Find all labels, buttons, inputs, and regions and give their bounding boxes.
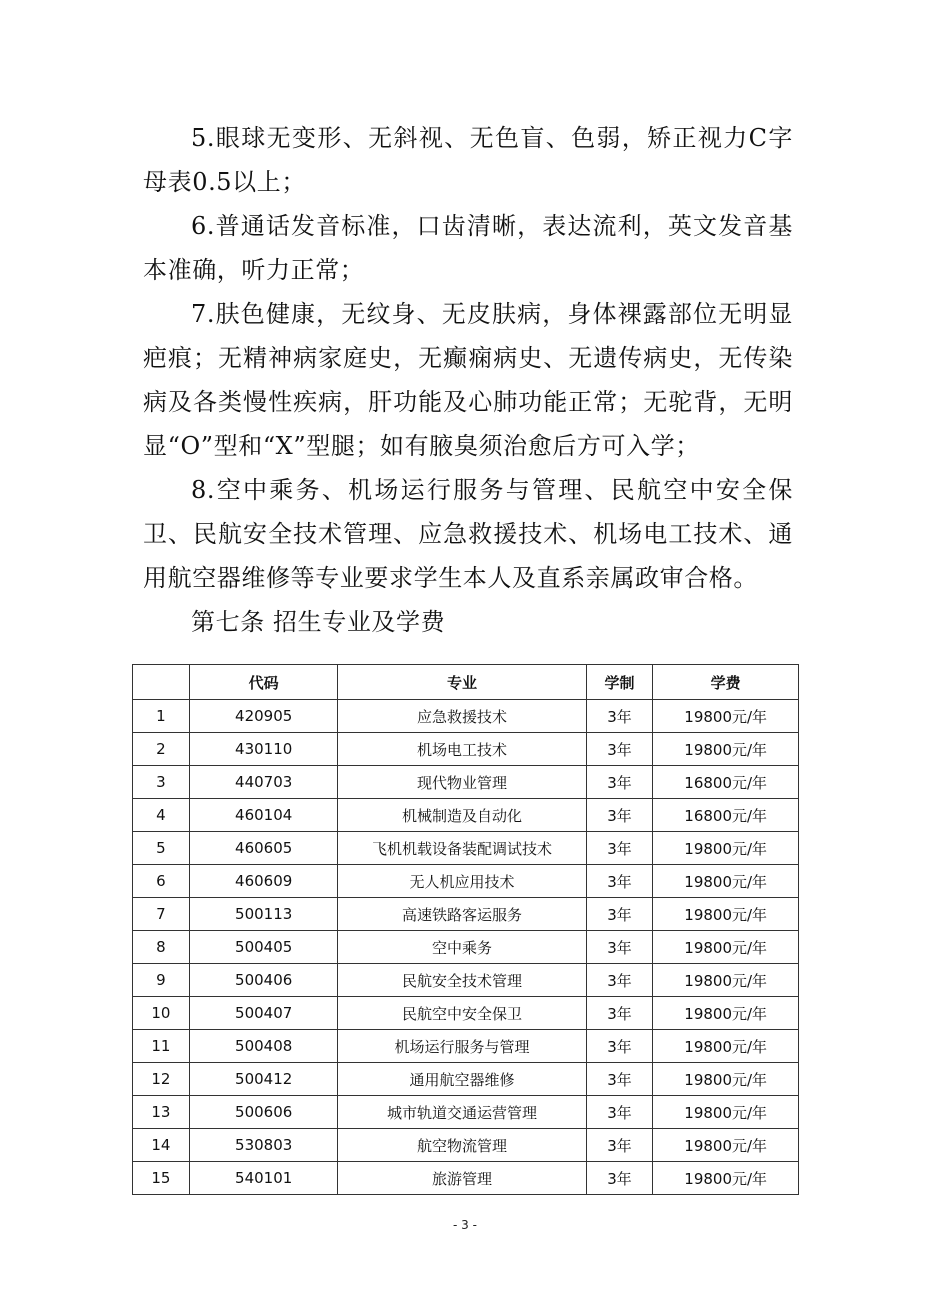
body-text (143, 116, 793, 644)
section-heading: 第七条 招生专业及学费 (191, 608, 446, 636)
cell-index: 8 (133, 931, 190, 964)
header-duration: 学制 (586, 665, 653, 700)
cell-code: 530803 (189, 1129, 338, 1162)
cell-duration: 3年 (586, 700, 653, 733)
cell-major: 旅游管理 (338, 1162, 586, 1195)
header-code: 代码 (189, 665, 338, 700)
cell-code: 430110 (189, 733, 338, 766)
cell-duration: 3年 (586, 832, 653, 865)
table-row (133, 1162, 799, 1195)
cell-tuition: 19800元/年 (653, 832, 799, 865)
cell-code: 500412 (189, 1063, 338, 1096)
cell-duration: 3年 (586, 898, 653, 931)
header-index (133, 665, 190, 700)
table-row (133, 865, 799, 898)
cell-major: 机场运行服务与管理 (338, 1030, 586, 1063)
cell-duration: 3年 (586, 997, 653, 1030)
majors-fees-table (132, 664, 799, 1195)
cell-code: 500113 (189, 898, 338, 931)
cell-index: 13 (133, 1096, 190, 1129)
cell-index: 15 (133, 1162, 190, 1195)
cell-major: 应急救援技术 (338, 700, 586, 733)
cell-index: 4 (133, 799, 190, 832)
cell-duration: 3年 (586, 1096, 653, 1129)
table-row (133, 700, 799, 733)
table-row (133, 997, 799, 1030)
cell-code: 500408 (189, 1030, 338, 1063)
cell-major: 民航空中安全保卫 (338, 997, 586, 1030)
cell-tuition: 19800元/年 (653, 700, 799, 733)
cell-tuition: 19800元/年 (653, 1096, 799, 1129)
header-major: 专业 (338, 665, 586, 700)
paragraph-speech: 6.普通话发音标准，口齿清晰，表达流利，英文发音基本准确，听力正常； (143, 212, 793, 284)
cell-index: 1 (133, 700, 190, 733)
cell-major: 高速铁路客运服务 (338, 898, 586, 931)
header-tuition: 学费 (653, 665, 799, 700)
cell-duration: 3年 (586, 1030, 653, 1063)
cell-index: 3 (133, 766, 190, 799)
cell-code: 500606 (189, 1096, 338, 1129)
cell-index: 11 (133, 1030, 190, 1063)
cell-major: 机械制造及自动化 (338, 799, 586, 832)
cell-tuition: 19800元/年 (653, 898, 799, 931)
cell-code: 460605 (189, 832, 338, 865)
cell-index: 5 (133, 832, 190, 865)
table-row (133, 898, 799, 931)
cell-duration: 3年 (586, 733, 653, 766)
paragraph-political-review: 8.空中乘务、机场运行服务与管理、民航空中安全保卫、民航安全技术管理、应急救援技术、机场电工技术、通用航空器维修等专业要求学生本人及直系亲属政审合格。 (143, 476, 793, 592)
cell-duration: 3年 (586, 799, 653, 832)
table-row (133, 1030, 799, 1063)
cell-major: 无人机应用技术 (338, 865, 586, 898)
paragraph-vision: 5.眼球无变形、无斜视、无色盲、色弱，矫正视力C字母表0.5以上； (143, 124, 793, 196)
table-row (133, 931, 799, 964)
cell-duration: 3年 (586, 865, 653, 898)
cell-duration: 3年 (586, 1063, 653, 1096)
cell-tuition: 19800元/年 (653, 865, 799, 898)
cell-tuition: 19800元/年 (653, 997, 799, 1030)
cell-tuition: 19800元/年 (653, 733, 799, 766)
table-body (133, 700, 799, 1195)
cell-index: 2 (133, 733, 190, 766)
cell-tuition: 19800元/年 (653, 1063, 799, 1096)
cell-code: 500407 (189, 997, 338, 1030)
cell-major: 现代物业管理 (338, 766, 586, 799)
cell-major: 飞机机载设备装配调试技术 (338, 832, 586, 865)
cell-index: 7 (133, 898, 190, 931)
cell-code: 540101 (189, 1162, 338, 1195)
cell-code: 460609 (189, 865, 338, 898)
cell-tuition: 19800元/年 (653, 1129, 799, 1162)
cell-duration: 3年 (586, 766, 653, 799)
cell-code: 500405 (189, 931, 338, 964)
cell-major: 通用航空器维修 (338, 1063, 586, 1096)
cell-tuition: 19800元/年 (653, 931, 799, 964)
cell-duration: 3年 (586, 1162, 653, 1195)
cell-index: 9 (133, 964, 190, 997)
cell-duration: 3年 (586, 931, 653, 964)
cell-duration: 3年 (586, 1129, 653, 1162)
table-row (133, 799, 799, 832)
cell-tuition: 16800元/年 (653, 799, 799, 832)
table-row (133, 1063, 799, 1096)
cell-major: 机场电工技术 (338, 733, 586, 766)
cell-duration: 3年 (586, 964, 653, 997)
table-row (133, 733, 799, 766)
cell-tuition: 19800元/年 (653, 1030, 799, 1063)
cell-tuition: 19800元/年 (653, 964, 799, 997)
cell-code: 460104 (189, 799, 338, 832)
cell-index: 12 (133, 1063, 190, 1096)
cell-code: 420905 (189, 700, 338, 733)
paragraph-health: 7.肤色健康，无纹身、无皮肤病，身体裸露部位无明显疤痕；无精神病家庭史，无癫痫病史、无遗传病史，无传染病及各类慢性疾病，肝功能及心肺功能正常；无驼背，无明显“O”型和“X”型腿；如有腋臭须治愈后方可入学； (143, 300, 793, 460)
cell-major: 城市轨道交通运营管理 (338, 1096, 586, 1129)
cell-code: 500406 (189, 964, 338, 997)
table-header-row (133, 665, 799, 700)
cell-major: 航空物流管理 (338, 1129, 586, 1162)
cell-tuition: 19800元/年 (653, 1162, 799, 1195)
table-row (133, 832, 799, 865)
cell-major: 空中乘务 (338, 931, 586, 964)
page-number: - 3 - (453, 1218, 477, 1232)
table-row (133, 1096, 799, 1129)
cell-index: 6 (133, 865, 190, 898)
cell-major: 民航安全技术管理 (338, 964, 586, 997)
table-row (133, 964, 799, 997)
cell-index: 10 (133, 997, 190, 1030)
cell-index: 14 (133, 1129, 190, 1162)
table-row (133, 766, 799, 799)
cell-tuition: 16800元/年 (653, 766, 799, 799)
cell-code: 440703 (189, 766, 338, 799)
table-row (133, 1129, 799, 1162)
